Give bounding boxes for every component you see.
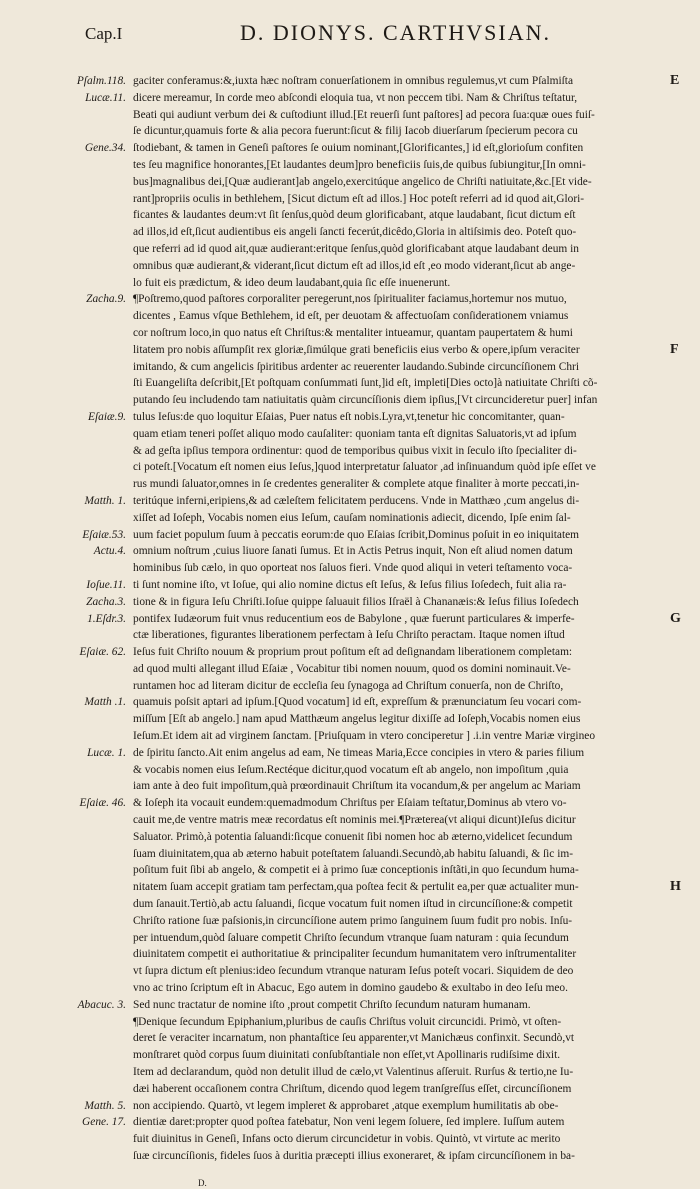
text-line — [0, 224, 700, 241]
text-line — [0, 90, 700, 107]
line-text: miſſum [Eſt ab angelo.] nam apud Matthæum angelus legitur dixiſſe ad Ioſeph,Vocabis nomen eius — [133, 713, 581, 726]
text-line — [0, 778, 700, 795]
line-text: cauit me,de ventre matris meæ recordatus eſt nominis mei.¶Præterea(vt aliqui dicunt)Ieſus dicitur — [133, 814, 576, 827]
margin-reference: Matth. 1. — [84, 494, 126, 507]
line-text: Saluator. Primò,à potentia ſaluandi:ſicque conuenit ſibi nomen hoc ab æterno,videlicet ſecundum — [133, 830, 573, 843]
line-text: vt ſupra dictum eſt plenius:ideo ſecundum vtranque naturam Ieſus poteſt vocari. Siquidem de deo — [133, 965, 574, 978]
text-body — [0, 73, 700, 1165]
section-letter: F — [670, 341, 679, 357]
text-line — [0, 493, 700, 510]
line-text: ci poteſt.[Vocatum eſt nomen eius Ieſus,]quod interpretatur ſaluator ,ad inſinuandum quòd ipſe eſſet ve — [133, 461, 596, 474]
text-line — [0, 711, 700, 728]
text-line — [0, 862, 700, 879]
text-line — [0, 946, 700, 963]
text-line — [0, 325, 700, 342]
line-text: Chriſto ratione ſuæ paſsionis,in circuncíſione autem primo ſanguinem ſuum fudit pro nobis. Inſu- — [133, 914, 573, 927]
text-line — [0, 1098, 700, 1115]
line-text: quamuis poſsit aptari ad ipſum.[Quod vocatum] id eſt, expreſſum & prænunciatum ſeu vocari com- — [133, 696, 582, 709]
line-text: putando ſeu includendo tam natiuitatis quàm circuncíſionis diem ipſius,[Vt circuncideretur puer] infan — [133, 394, 598, 407]
text-line — [0, 980, 700, 997]
line-text: ſti Euangeliſta deſcribit,[Et poſtquam conſummati ſunt,]id eſt, impleti[Dies octo]à natiuitate Chriſti cõ- — [133, 377, 598, 390]
text-line — [0, 107, 700, 124]
line-text: Ieſus fuit Chriſto nouum & proprium prout poſitum eſt ad deſignandam liberationem completam: — [133, 646, 573, 659]
text-line — [0, 930, 700, 947]
margin-reference: Pſalm.118. — [76, 75, 126, 87]
line-text: ¶Denique ſecundum Epiphanium,pluribus de cauſis Chriſtus voluit circuncidi. Primò, vt oſten- — [133, 1015, 562, 1028]
line-text: teritúque inferni,eripiens,& ad cæleſtem felicitatem perducens. Vnde in Matthæo ,cum angelus di- — [133, 494, 580, 507]
line-text: ¶Poſtremo,quod paſtores corporaliter peregerunt,nos ſpiritualiter faciamus,hortemur nos mutuo, — [133, 293, 567, 306]
line-text: ti ſunt nomine iſto, vt Ioſue, qui alio nomine dictus eſt Ieſus, & Ieſus filius Ioſedech, fuit alia ra- — [133, 578, 567, 591]
line-text: fuit diuinitus in Geneſi, Infans octo dierum circuncidetur in vobis. Quintò, vt virtute ac merito — [133, 1133, 561, 1146]
text-line — [0, 829, 700, 846]
text-line — [0, 157, 700, 174]
line-text: deret ſe veraciter incarnatum, non phantaſtice ſeu apparenter,vt Manichæus confinxit. Secundò,vt — [133, 1032, 575, 1045]
text-line — [0, 1064, 700, 1081]
text-line — [0, 913, 700, 930]
line-text: per intuendum,quòd ſaluare competit Chriſto ſecundum vtranque ſuam naturam : quia ſecundum — [133, 931, 569, 944]
line-text: ctæ liberationes, figurantes liberationem perfectam à Ieſu Chriſto peractam. Itaque nomen iſtud — [133, 629, 565, 642]
line-text: poſitum fuit ſibi ab angelo, & competit ei à primo ſuæ conceptionis inſtãti,in quo ſecundum huma- — [133, 864, 579, 877]
line-text: ad illos,id eſt,ſicut audientibus eis angeli ſancti fecerút,dicêdo,Gloria in altiſsimis deo. Poteſt quo- — [133, 226, 577, 239]
line-text: rus mundi ſaluator,omnes in ſe credentes generaliter & complete atque finaliter à morte peccati,in- — [133, 478, 580, 491]
text-line — [0, 342, 700, 359]
margin-reference: Eſaiæ. 46. — [79, 797, 126, 810]
text-line — [0, 308, 700, 325]
line-text: Sed nunc tractatur de nomine iſto ,prout competit Chriſto ſecundum naturam humanam. — [133, 998, 531, 1011]
line-text: tes ſeu magnifice honorantes,[Et laudantes deum]pro beneficiis ſuis,de quibus ſubiungitur,[In omni- — [133, 158, 586, 171]
line-text: ſe dicuntur,quamuis forte & alia pecora fuerunt:ſicut & filij Iacob diuerſarum ſpecierum pecora cu — [133, 125, 578, 138]
line-text: omnium noſtrum ,cuius liuore ſanati ſumus. Et in Actis Petrus inquit, Non eſt aliud nomen datum — [133, 545, 573, 558]
chapter-label: Cap.I — [85, 24, 123, 43]
text-line — [0, 476, 700, 493]
line-text: imitando, & cum angelicis ſpiritibus ardenter ac reuerenter laudando.Subinde circuncíſionem Chri — [133, 360, 579, 373]
line-text: que referri ad id quod ait,quæ audierant:eritque ſenſus,quòd glorificabant atque laudabant deum in — [133, 242, 579, 255]
text-line — [0, 409, 700, 426]
text-line — [0, 812, 700, 829]
line-text: nitatem ſuam accepit gratiam tam perfectam,qua poſtea fecit & pertulit ea,per quæ actualiter mun- — [133, 881, 579, 894]
margin-reference: Gene.34. — [84, 142, 126, 155]
text-line — [0, 762, 700, 779]
line-text: non accipiendo. Quartò, vt legem impleret & approbaret ,atque exemplum humilitatis ab obe- — [133, 1099, 559, 1112]
text-line — [0, 1148, 700, 1165]
text-line — [0, 879, 700, 896]
line-text: ad quod multi allegant illud Eſaiæ , Vocabitur tibi nomen nouum, quod os domini nominauit.Ve- — [133, 662, 571, 675]
text-line — [0, 1014, 700, 1031]
text-line — [0, 997, 700, 1014]
line-text: litatem pro nobis aſſumpſit rex gloriæ,ſimúlque grati beneficiis eius verbo & opere,ipſum veraciter — [133, 343, 580, 356]
margin-reference: Lucæ. 1. — [87, 746, 126, 759]
margin-reference: Gene. 17. — [82, 1116, 126, 1129]
text-line — [0, 443, 700, 460]
line-text: runtamen hoc ad literam dicitur de eccleſia ſeu ſynagoga ad Chriſtum conuerſa, non de Chriſto, — [133, 679, 564, 692]
section-letter: E — [670, 73, 680, 88]
text-line — [0, 140, 700, 157]
margin-reference: Zacha.3. — [86, 595, 126, 608]
line-text: tulus Ieſus:de quo loquitur Eſaias, Puer natus eſt nobis.Lyra,vt,tenetur hic concomitanter, quan- — [133, 410, 565, 423]
text-line — [0, 241, 700, 258]
margin-reference: Eſaiæ. 62. — [79, 646, 126, 659]
text-line — [0, 627, 700, 644]
line-text: Item ad declarandum, quòd non detulit illud de cælo,vt Valentinus aſſeruit. Rurſus & tertio,ne Iu- — [133, 1066, 574, 1079]
line-text: ſuam diuinitatem,qua ab æterno habuit poteſtatem ſaluandi.Secundò,ab habitu ſaluandi, & ſic im- — [133, 847, 574, 860]
text-line — [0, 275, 700, 292]
line-text: dum ſanauit.Tertiò,ab actu ſaluandi, ſicque vocatum fuit nomen iſtud in circuncíſione:& competit — [133, 898, 573, 911]
line-text: & vocabis nomen eius Ieſum.Rectéque dicitur,quod vocatum eſt ab angelo, non impoſitum ,quia — [133, 763, 569, 776]
margin-reference: 1.Eſdr.3. — [87, 612, 126, 625]
text-line — [0, 594, 700, 611]
text-line — [0, 661, 700, 678]
margin-reference: Abacuc. 3. — [77, 998, 126, 1011]
line-text: hominibus ſub cælo, in quo oporteat nos ſaluos fieri. Vnde quod aliqui in veteri teſtamento voca- — [133, 562, 573, 575]
text-line — [0, 1030, 700, 1047]
line-text: & ad geſta ipſius tempora ordinentur: quod de temporibus quibus vixit in ſeculo iſto ſpecialiter di- — [133, 444, 577, 457]
text-line — [0, 896, 700, 913]
line-text: quam etiam teneri poſſet aliquo modo cauſaliter: quoniam tanta eſt dignitas Saluatoris,vt ad ipſum — [133, 427, 577, 440]
signature-mark: D. — [198, 1178, 207, 1188]
line-text: bus]magnalibus dei,[Quæ audierant]ab angelo,exercitúque angelico de Chriſti natiuitate,&c.[Et vide- — [133, 175, 592, 188]
text-line — [0, 174, 700, 191]
line-text: ficantes & laudantes deum:vt ſit ſenſus,quòd deum glorificabant, atque laudabant, ſicut dictum eſt — [133, 209, 576, 222]
line-text: de ſpiritu ſancto.Ait enim angelus ad eam, Ne timeas Maria,Ecce concipies in vtero & paries filium — [133, 746, 585, 759]
line-text: pontifex Iudæorum fuit vnus reducentium eos de Babylone , quæ fuerunt particulares & imperfe- — [133, 612, 575, 625]
line-text: monſtraret quòd corpus ſuum diuinitati conſubſtantiale non eſſet,vt Apollinaris rudiſsime dixit. — [133, 1049, 561, 1062]
line-text: omnibus quæ audierant,& viderant,ſicut dictum eſt ad illos,id eſt ,eo modo viderant,ſicut ab ange- — [133, 259, 576, 272]
text-line — [0, 1081, 700, 1098]
text-line — [0, 846, 700, 863]
text-line — [0, 123, 700, 140]
text-line — [0, 694, 700, 711]
section-letter: G — [670, 610, 681, 626]
line-text: dicere mereamur, In corde meo abſcondi eloquia tua, vt non peccem tibi. Nam & Chriſtus teſtatur, — [133, 91, 578, 104]
text-line — [0, 510, 700, 527]
text-line — [0, 577, 700, 594]
margin-reference: Lucæ.11. — [85, 91, 126, 104]
text-line — [0, 73, 700, 90]
text-line — [0, 207, 700, 224]
text-line — [0, 560, 700, 577]
margin-reference: Matth. 5. — [84, 1099, 126, 1112]
line-text: Beati qui audiunt verbum dei & cuſtodiunt illud.[Et reuerſi ſunt paſtores] ad pecora ſua:quæ oues fuiſ- — [133, 108, 595, 121]
text-line — [0, 644, 700, 661]
text-line — [0, 1047, 700, 1064]
text-line — [0, 359, 700, 376]
line-text: tione & in figura Ieſu Chriſti.Ioſue quippe ſaluauit filios Iſraël à Chananæis:& Ieſus filius Ioſedech — [133, 595, 579, 608]
margin-reference: Eſaiæ.9. — [88, 410, 126, 423]
line-text: cor noſtrum loco,in quo natus eſt Chriſtus:& mentaliter intueamur, quantam paupertatem & humi — [133, 326, 573, 339]
margin-reference: Zacha.9. — [86, 293, 126, 306]
line-text: iam ante à deo fuit impoſitum,quà prœordinauit Chriſtum ita vocandum,& per angelum ac Mariam — [133, 780, 581, 793]
text-line — [0, 678, 700, 695]
text-line — [0, 527, 700, 544]
text-line — [0, 258, 700, 275]
line-text: ſuæ circuncíſionis, fideles ſuos à duritia præcepti illius exoneraret, & ipſam circuncíſionem in ba- — [133, 1150, 575, 1162]
line-text: vno ac trino ſcriptum eſt in Abacuc, Ego autem in domino gaudebo & exultabo in deo Ieſu meo. — [133, 982, 568, 995]
line-text: xiſſet ad Ioſeph, Vocabis nomen eius Ieſum, cauſam nominationis adiecit, dicendo, Ipſe enim ſal- — [133, 511, 571, 524]
margin-reference: Matth .1. — [84, 696, 126, 709]
text-line — [0, 1131, 700, 1148]
text-line — [0, 1114, 700, 1131]
text-line — [0, 392, 700, 409]
text-line — [0, 543, 700, 560]
margin-reference: Eſaiæ.53. — [82, 528, 126, 541]
running-header — [0, 20, 700, 50]
text-line — [0, 795, 700, 812]
line-text: dicentes , Eamus vſque Bethlehem, id eſt, per deuotam & affectuoſam conſiderationem vniamus — [133, 310, 569, 323]
page-title: D. DIONYS. CARTHVSIAN. — [240, 20, 551, 45]
line-text: uum faciet populum ſuum à peccatis eorum:de quo Eſaias ſcribit,Dominus poſuit in eo iniquitatem — [133, 528, 580, 541]
text-line — [0, 459, 700, 476]
section-letter: H — [670, 879, 681, 895]
line-text: dæi haberent occaſionem contra Chriſtum, dicendo quod legem tranſgreſſus eſſet, circuncíſionem — [133, 1082, 572, 1095]
line-text: & Ioſeph ita vocauit eundem:quemadmodum Chriſtus per Eſaiam teſtatur,Dominus ab vtero vo- — [133, 797, 567, 810]
text-line — [0, 191, 700, 208]
text-line — [0, 611, 700, 628]
text-line — [0, 745, 700, 762]
margin-reference: Actu.4. — [93, 545, 126, 558]
margin-reference: Ioſue.11. — [86, 578, 126, 591]
line-text: ſtodiebant, & tamen in Geneſi paſtores ſe ouium nominant,[Glorificantes,] id eſt,glorioſum confiten — [133, 142, 584, 155]
text-line — [0, 291, 700, 308]
line-text: rant]propriis oculis in bethlehem, [Sicut dictum eſt ad illos.] Hoc poteſt referri ad id quod ait,Glori- — [133, 192, 585, 205]
line-text: dientiæ daret:propter quod poſtea fatebatur, Non veni legem ſoluere, ſed implere. Iuſſum autem — [133, 1116, 565, 1129]
line-text: lo fuit eis prædictum, & ideo deum laudabant,quia ſic eſſe inuenerunt. — [133, 276, 451, 289]
text-line — [0, 375, 700, 392]
line-text: gaciter conferamus:&,iuxta hæc noſtram conuerſationem in omnibus regulemus,vt cum Pſalmiſta — [133, 75, 574, 87]
line-text: diuinitatem competit ei authoritatiue & principaliter ſecundum humanitatem vero inſtrumentaliter — [133, 948, 577, 961]
text-line — [0, 728, 700, 745]
text-line — [0, 426, 700, 443]
line-text: Ieſum.Et idem ait ad virginem ſanctam. [Priuſquam in vtero conciperetur ] .i.in ventre Mariæ virgineo — [133, 730, 596, 743]
text-line — [0, 963, 700, 980]
